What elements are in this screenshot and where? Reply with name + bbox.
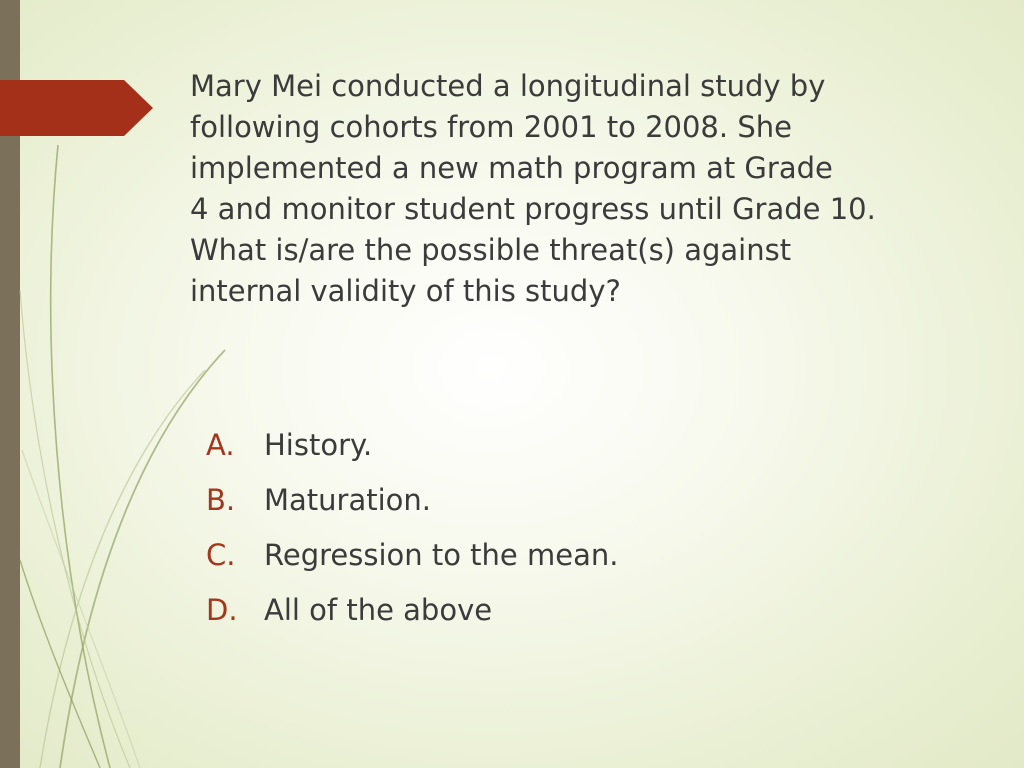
answer-letter: D. <box>206 593 238 627</box>
answer-text: Maturation. <box>264 483 432 517</box>
answer-option-d <box>206 583 618 638</box>
grass-blade <box>22 450 140 768</box>
answer-letter: A. <box>206 428 235 462</box>
answer-list <box>206 418 618 638</box>
answer-option-b <box>206 473 618 528</box>
answer-letter: B. <box>206 483 236 517</box>
answer-text: All of the above <box>264 593 493 627</box>
red-arrow-banner <box>0 0 160 140</box>
answer-option-c <box>206 528 618 583</box>
question-text: Mary Mei conducted a longitudinal study by following cohorts from 2001 to 2008. She implemented a new math program at Grade 4 and monitor student progress until Grade 10. What is/are the possible threat(s) against internal validity of this study? <box>190 69 876 308</box>
answer-option-a <box>206 418 618 473</box>
grass-blade <box>60 350 225 768</box>
grass-blade <box>20 560 100 768</box>
answer-text: History. <box>264 428 373 462</box>
answer-letter: C. <box>206 538 236 572</box>
grass-blade <box>51 145 110 768</box>
answer-text: Regression to the mean. <box>264 538 619 572</box>
